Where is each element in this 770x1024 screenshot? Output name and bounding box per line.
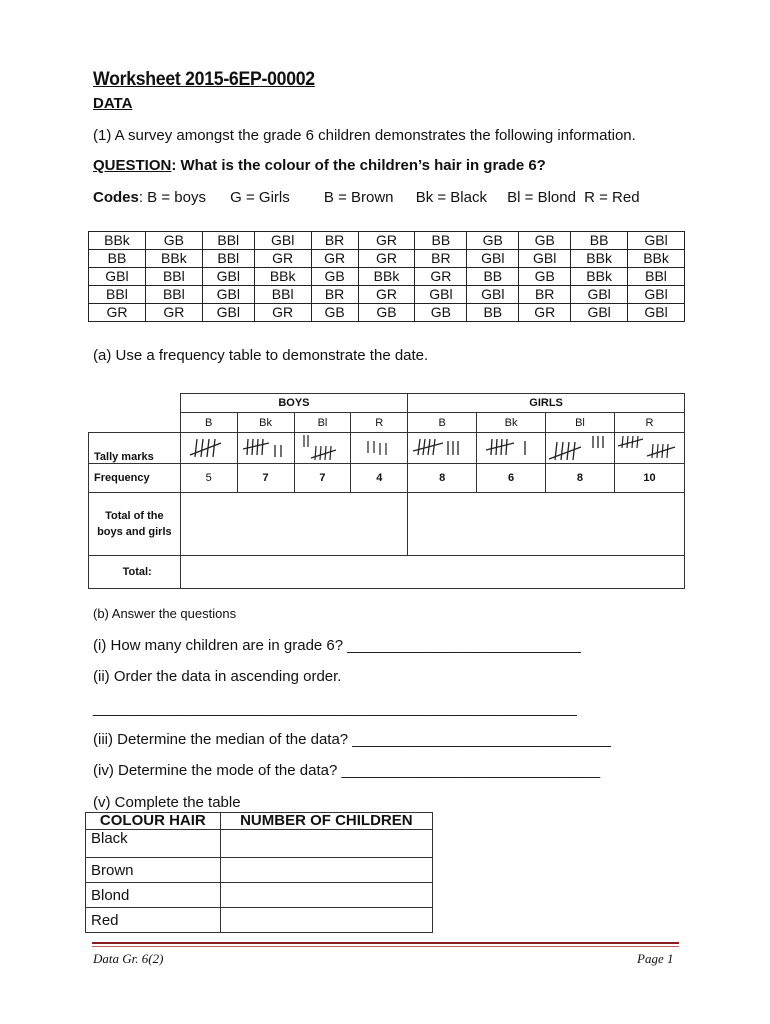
tally-marks-icon xyxy=(362,435,396,461)
survey-cell: BB xyxy=(467,268,519,286)
survey-cell: GR xyxy=(358,232,415,250)
survey-cell: GR xyxy=(89,304,146,322)
survey-cell: GB xyxy=(519,268,571,286)
survey-cell: GBl xyxy=(519,250,571,268)
survey-cell: BBk xyxy=(254,268,311,286)
tally-girls-r xyxy=(614,433,684,464)
survey-cell: GB xyxy=(467,232,519,250)
code-black: Bk = Black xyxy=(415,189,487,206)
tally-girls-bl xyxy=(545,433,614,464)
code-girls: G = Girls xyxy=(230,189,290,206)
survey-cell: GBl xyxy=(571,304,628,322)
freq-girls-r: 10 xyxy=(614,464,684,493)
tally-boys-b xyxy=(180,433,237,464)
survey-cell: BR xyxy=(415,250,467,268)
survey-cell: GB xyxy=(311,304,358,322)
boys-col-bl: Bl xyxy=(294,413,351,433)
footer-doc-name: Data Gr. 6(2) xyxy=(93,951,164,966)
code-brown: B = Brown xyxy=(323,189,394,206)
question-i: (i) How many children are in grade 6? ____________________________ xyxy=(93,637,581,654)
freq-boys-bl: 7 xyxy=(294,464,351,493)
survey-cell: GR xyxy=(311,250,358,268)
question-ii-answer-line: __________________________________________________________ xyxy=(93,700,577,717)
footer-page-number: Page 1 xyxy=(637,951,674,966)
survey-cell: GBl xyxy=(415,286,467,304)
freq-boys-bk: 7 xyxy=(237,464,294,493)
survey-cell: GB xyxy=(358,304,415,322)
colour-hair-table xyxy=(85,812,433,933)
question-iii: (iii) Determine the median of the data? _______________________________ xyxy=(93,731,611,748)
colour-row-brown: Brown xyxy=(86,858,221,883)
survey-cell: GR xyxy=(254,304,311,322)
freq-girls-bk: 6 xyxy=(477,464,546,493)
survey-cell: GBl xyxy=(202,286,254,304)
count-red-cell[interactable] xyxy=(220,908,432,933)
survey-cell: BR xyxy=(519,286,571,304)
survey-cell: GR xyxy=(519,304,571,322)
frequency-table xyxy=(88,393,685,589)
question-text: : What is the colour of the children’s hair in grade 6? xyxy=(171,157,546,174)
survey-cell: BBk xyxy=(145,250,202,268)
survey-cell: GBl xyxy=(467,286,519,304)
question-iv: (iv) Determine the mode of the data? _______________________________ xyxy=(93,762,601,779)
survey-cell: GBl xyxy=(254,232,311,250)
boys-header: BOYS xyxy=(180,394,407,413)
survey-cell: GBl xyxy=(202,268,254,286)
survey-cell: BBk xyxy=(89,232,146,250)
survey-cell: BBk xyxy=(571,250,628,268)
survey-cell: BB xyxy=(467,304,519,322)
boys-col-r: R xyxy=(351,413,408,433)
footer-divider-thin xyxy=(92,946,679,947)
count-brown-cell[interactable] xyxy=(220,858,432,883)
question-ii: (ii) Order the data in ascending order. xyxy=(93,668,342,685)
survey-row xyxy=(89,250,685,268)
section-heading: DATA xyxy=(93,95,133,112)
survey-cell: BR xyxy=(311,286,358,304)
count-blond-cell[interactable] xyxy=(220,883,432,908)
survey-cell: GR xyxy=(254,250,311,268)
code-boys: : B = boys xyxy=(138,189,206,206)
freq-boys-b: 5 xyxy=(180,464,237,493)
survey-cell: GB xyxy=(415,304,467,322)
survey-cell: BBk xyxy=(358,268,415,286)
survey-cell: BBk xyxy=(571,268,628,286)
girls-header: GIRLS xyxy=(408,394,685,413)
tally-girls-bk xyxy=(477,433,546,464)
tally-marks-icon xyxy=(483,435,539,461)
survey-table xyxy=(88,231,685,322)
survey-cell: BBl xyxy=(254,286,311,304)
total-boys-cell[interactable] xyxy=(180,493,407,556)
number-children-header: NUMBER OF CHILDREN xyxy=(220,813,432,830)
part-a-text: (a) Use a frequency table to demonstrate the date. xyxy=(93,347,429,364)
tally-boys-bk xyxy=(237,433,294,464)
survey-cell: BB xyxy=(571,232,628,250)
girls-col-bl: Bl xyxy=(545,413,614,433)
question-line xyxy=(93,157,546,174)
girls-col-b: B xyxy=(408,413,477,433)
colour-hair-header: COLOUR HAIR xyxy=(86,813,221,830)
survey-cell: GR xyxy=(415,268,467,286)
survey-row xyxy=(89,232,685,250)
freq-girls-b: 8 xyxy=(408,464,477,493)
survey-cell: GR xyxy=(358,286,415,304)
survey-cell: GBl xyxy=(628,304,685,322)
survey-cell: GB xyxy=(311,268,358,286)
survey-cell: GR xyxy=(358,250,415,268)
survey-cell: BBl xyxy=(202,250,254,268)
tally-marks-icon xyxy=(411,435,473,461)
survey-cell: GBl xyxy=(89,268,146,286)
survey-cell: GBl xyxy=(202,304,254,322)
boys-col-b: B xyxy=(180,413,237,433)
freq-boys-r: 4 xyxy=(351,464,408,493)
tally-marks-icon xyxy=(300,434,344,462)
survey-cell: GB xyxy=(145,232,202,250)
tally-marks-icon xyxy=(617,434,681,462)
tally-girls-b xyxy=(408,433,477,464)
survey-cell: GBl xyxy=(571,286,628,304)
question-v: (v) Complete the table xyxy=(93,794,241,811)
survey-cell: BB xyxy=(89,250,146,268)
codes-label: Codes xyxy=(93,189,139,206)
survey-cell: BBl xyxy=(89,286,146,304)
survey-cell: GBl xyxy=(628,286,685,304)
colour-row-red: Red xyxy=(86,908,221,933)
tally-row-label: Tally marks xyxy=(89,433,181,464)
survey-cell: BB xyxy=(415,232,467,250)
tally-boys-r xyxy=(351,433,408,464)
survey-cell: GBl xyxy=(628,232,685,250)
tally-marks-icon xyxy=(241,435,291,461)
code-blond: Bl = Blond xyxy=(507,189,576,206)
survey-cell: GBl xyxy=(467,250,519,268)
survey-cell: BBl xyxy=(145,286,202,304)
girls-col-r: R xyxy=(614,413,684,433)
freq-girls-bl: 8 xyxy=(545,464,614,493)
intro-text: (1) A survey amongst the grade 6 children demonstrates the following information. xyxy=(93,127,636,144)
part-b-text: (b) Answer the questions xyxy=(93,606,237,621)
question-label: QUESTION xyxy=(93,157,172,174)
tally-marks-icon xyxy=(187,435,231,461)
worksheet-title: Worksheet 2015-6EP-00002 xyxy=(93,69,315,90)
girls-col-bk: Bk xyxy=(477,413,546,433)
survey-cell: BBl xyxy=(145,268,202,286)
survey-cell: GB xyxy=(519,232,571,250)
colour-row-black: Black xyxy=(86,830,221,858)
total-boys-girls-label: Total of the boys and girls xyxy=(89,493,181,556)
survey-row xyxy=(89,286,685,304)
code-red: R = Red xyxy=(584,189,640,206)
codes-line xyxy=(93,189,640,206)
total-row-label: Total: xyxy=(89,556,181,589)
footer-divider xyxy=(92,942,679,944)
survey-cell: BBk xyxy=(628,250,685,268)
count-black-cell[interactable] xyxy=(220,830,432,858)
survey-cell: BR xyxy=(311,232,358,250)
survey-cell: BBl xyxy=(202,232,254,250)
frequency-row-label: Frequency xyxy=(89,464,181,493)
tally-boys-bl xyxy=(294,433,351,464)
survey-row xyxy=(89,304,685,322)
colour-row-blond: Blond xyxy=(86,883,221,908)
survey-cell: GR xyxy=(145,304,202,322)
total-girls-cell[interactable] xyxy=(408,493,685,556)
boys-col-bk: Bk xyxy=(237,413,294,433)
survey-cell: BBl xyxy=(628,268,685,286)
tally-marks-icon xyxy=(547,434,613,462)
survey-row xyxy=(89,268,685,286)
grand-total-cell[interactable] xyxy=(180,556,684,589)
